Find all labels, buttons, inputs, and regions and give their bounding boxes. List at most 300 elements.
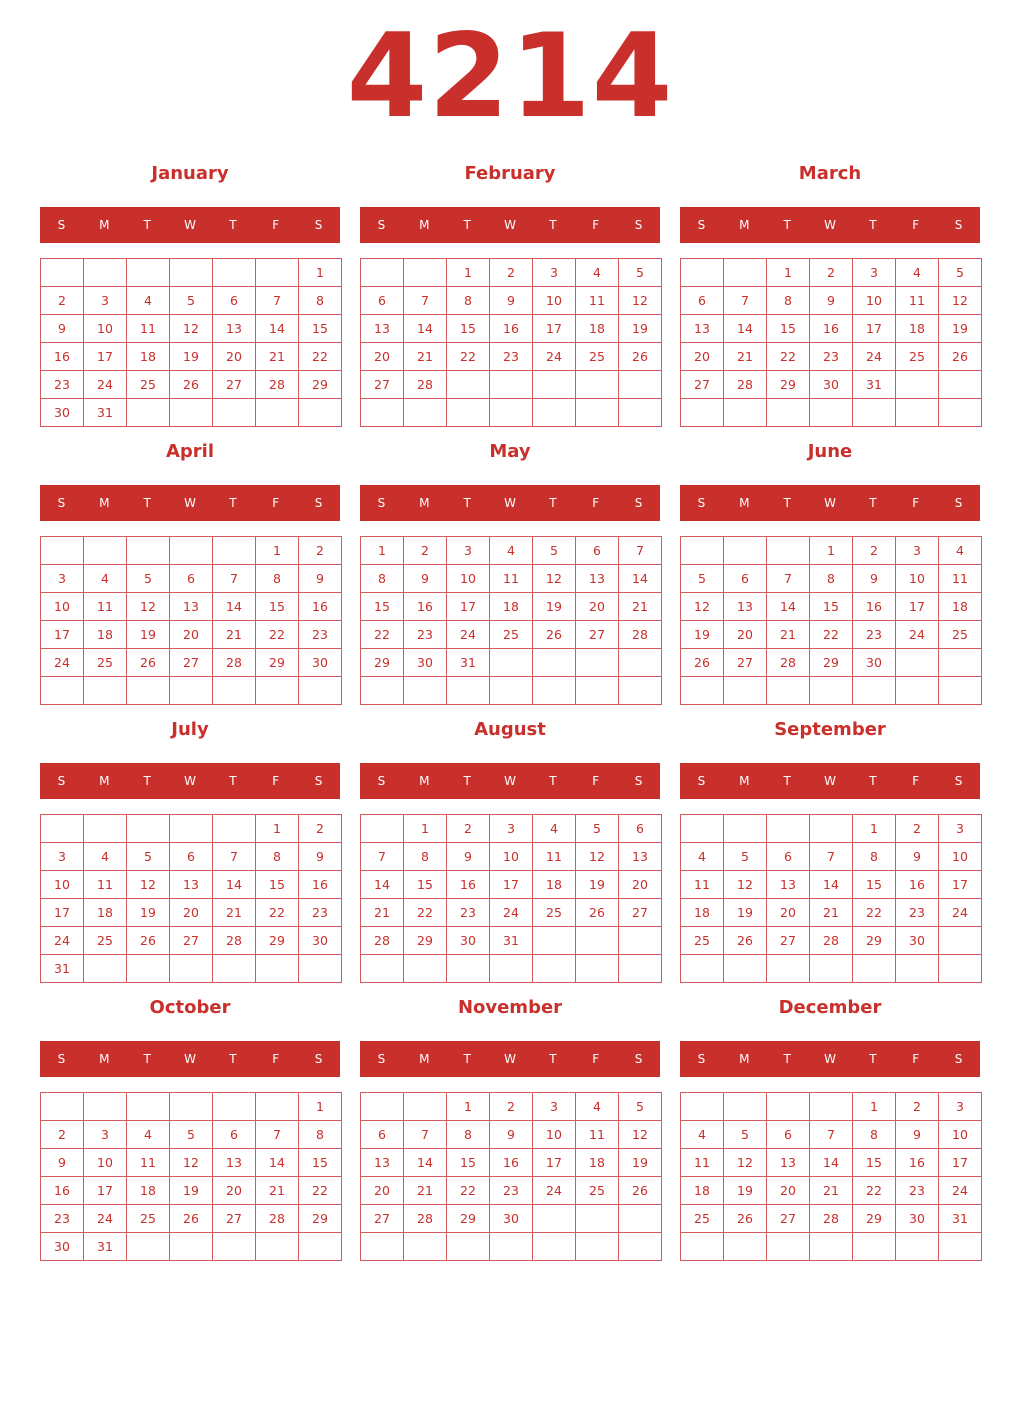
day-grid (360, 536, 662, 705)
weekday-label: T (143, 496, 151, 510)
day-cell: 12 (681, 593, 724, 621)
day-cell: 26 (170, 1205, 213, 1233)
day-cell: 13 (767, 871, 810, 899)
day-cell: 29 (256, 927, 299, 955)
day-cell (213, 955, 256, 983)
day-cell: 29 (256, 649, 299, 677)
month-name: January (151, 163, 229, 184)
week-row (41, 343, 342, 371)
day-cell: 21 (256, 1177, 299, 1205)
day-cell (533, 677, 576, 705)
day-cell: 21 (767, 621, 810, 649)
day-cell (896, 677, 939, 705)
day-cell: 10 (533, 287, 576, 315)
day-cell (213, 677, 256, 705)
day-cell: 3 (533, 259, 576, 287)
day-cell (361, 399, 404, 427)
day-cell (767, 1233, 810, 1261)
day-grid (40, 1092, 342, 1261)
day-cell (619, 399, 662, 427)
weekday-label: T (869, 496, 877, 510)
day-cell: 16 (41, 343, 84, 371)
day-cell: 17 (896, 593, 939, 621)
day-cell (810, 1093, 853, 1121)
day-cell: 25 (84, 649, 127, 677)
day-cell: 10 (533, 1121, 576, 1149)
day-cell: 19 (724, 1177, 767, 1205)
weekday-label: T (783, 218, 791, 232)
day-cell: 9 (810, 287, 853, 315)
day-cell: 23 (896, 899, 939, 927)
day-cell: 13 (213, 1149, 256, 1177)
day-cell: 23 (404, 621, 447, 649)
week-row (361, 315, 662, 343)
month-name: August (474, 719, 546, 740)
day-cell: 9 (299, 565, 342, 593)
weekday-label: S (57, 496, 66, 510)
day-cell: 11 (127, 1149, 170, 1177)
weekday-label: T (869, 218, 877, 232)
week-row (361, 1233, 662, 1261)
weekday-label: S (697, 496, 706, 510)
day-cell: 6 (619, 815, 662, 843)
day-cell (84, 677, 127, 705)
day-cell: 2 (299, 815, 342, 843)
day-cell (127, 399, 170, 427)
day-cell: 19 (724, 899, 767, 927)
day-cell: 14 (810, 871, 853, 899)
week-row (361, 1205, 662, 1233)
day-cell: 23 (299, 899, 342, 927)
day-cell: 17 (939, 1149, 982, 1177)
day-cell: 22 (299, 343, 342, 371)
day-cell: 4 (896, 259, 939, 287)
week-row (361, 843, 662, 871)
day-cell (490, 677, 533, 705)
day-cell (213, 1093, 256, 1121)
day-cell: 24 (41, 927, 84, 955)
day-cell: 23 (299, 621, 342, 649)
week-row (681, 1093, 982, 1121)
day-cell: 4 (84, 843, 127, 871)
day-cell: 2 (41, 287, 84, 315)
day-cell (896, 1233, 939, 1261)
weekday-label: S (634, 218, 643, 232)
day-cell: 4 (127, 287, 170, 315)
day-cell: 11 (533, 843, 576, 871)
day-cell: 21 (404, 343, 447, 371)
day-cell: 10 (853, 287, 896, 315)
day-cell (84, 537, 127, 565)
day-cell (724, 677, 767, 705)
weekday-label: S (634, 1052, 643, 1066)
day-cell: 15 (853, 1149, 896, 1177)
weekday-label: S (697, 218, 706, 232)
weekday-header (40, 763, 340, 799)
day-cell (404, 677, 447, 705)
week-row (41, 677, 342, 705)
month-name: October (149, 997, 231, 1018)
day-cell: 19 (533, 593, 576, 621)
day-cell: 2 (41, 1121, 84, 1149)
day-cell: 24 (853, 343, 896, 371)
day-cell: 12 (939, 287, 982, 315)
day-cell (84, 1093, 127, 1121)
week-row (361, 1149, 662, 1177)
day-cell: 11 (576, 287, 619, 315)
day-cell: 21 (404, 1177, 447, 1205)
weekday-label: T (463, 218, 471, 232)
day-cell: 18 (681, 1177, 724, 1205)
day-cell: 17 (939, 871, 982, 899)
day-cell (170, 259, 213, 287)
week-row (361, 677, 662, 705)
day-cell: 21 (361, 899, 404, 927)
day-cell: 21 (724, 343, 767, 371)
weekday-label: F (592, 496, 600, 510)
day-cell (361, 815, 404, 843)
day-cell: 20 (361, 343, 404, 371)
week-row (361, 343, 662, 371)
day-cell: 8 (810, 565, 853, 593)
day-cell: 21 (810, 899, 853, 927)
day-cell (767, 677, 810, 705)
day-cell: 8 (256, 565, 299, 593)
day-cell (127, 815, 170, 843)
day-cell: 1 (447, 259, 490, 287)
weekday-label: T (229, 1052, 237, 1066)
day-cell: 23 (810, 343, 853, 371)
day-cell: 22 (404, 899, 447, 927)
day-cell: 21 (213, 621, 256, 649)
day-cell: 23 (447, 899, 490, 927)
day-cell: 6 (213, 287, 256, 315)
weekday-label: W (504, 774, 516, 788)
day-cell: 19 (127, 621, 170, 649)
weekday-header (360, 485, 660, 521)
day-cell: 23 (41, 371, 84, 399)
day-cell (213, 537, 256, 565)
day-cell: 8 (299, 287, 342, 315)
day-cell: 24 (84, 371, 127, 399)
day-cell: 7 (213, 565, 256, 593)
day-grid (680, 1092, 982, 1261)
day-cell: 5 (681, 565, 724, 593)
day-cell: 3 (41, 843, 84, 871)
day-cell: 6 (767, 843, 810, 871)
day-cell: 24 (939, 899, 982, 927)
day-cell: 16 (853, 593, 896, 621)
day-cell: 7 (256, 287, 299, 315)
day-cell: 2 (490, 1093, 533, 1121)
week-row (361, 287, 662, 315)
day-cell: 11 (490, 565, 533, 593)
day-cell: 10 (939, 843, 982, 871)
day-cell: 9 (404, 565, 447, 593)
day-cell (170, 1233, 213, 1261)
day-cell (127, 1093, 170, 1121)
day-cell: 17 (84, 343, 127, 371)
day-cell: 28 (404, 1205, 447, 1233)
week-row (681, 537, 982, 565)
day-cell: 1 (299, 259, 342, 287)
day-cell: 28 (213, 649, 256, 677)
day-cell (939, 927, 982, 955)
weekday-label: F (272, 496, 280, 510)
day-cell: 9 (896, 843, 939, 871)
day-cell: 5 (724, 843, 767, 871)
day-cell: 27 (576, 621, 619, 649)
day-cell (576, 399, 619, 427)
day-cell: 29 (299, 1205, 342, 1233)
day-cell: 19 (619, 315, 662, 343)
day-cell: 21 (256, 343, 299, 371)
day-cell: 18 (896, 315, 939, 343)
day-cell (404, 955, 447, 983)
day-cell: 28 (767, 649, 810, 677)
weekday-label: W (824, 496, 836, 510)
day-cell: 1 (447, 1093, 490, 1121)
day-cell: 29 (767, 371, 810, 399)
week-row (681, 259, 982, 287)
day-cell: 31 (853, 371, 896, 399)
day-cell: 19 (681, 621, 724, 649)
week-row (41, 843, 342, 871)
week-row (681, 677, 982, 705)
weekday-header (40, 485, 340, 521)
weekday-label: M (419, 218, 430, 232)
day-cell: 7 (213, 843, 256, 871)
day-cell (447, 1233, 490, 1261)
day-cell: 3 (853, 259, 896, 287)
weekday-label: M (739, 1052, 750, 1066)
day-cell (127, 537, 170, 565)
day-cell: 7 (256, 1121, 299, 1149)
day-cell: 5 (724, 1121, 767, 1149)
day-cell: 3 (939, 815, 982, 843)
day-cell: 3 (896, 537, 939, 565)
day-cell: 20 (576, 593, 619, 621)
day-cell (127, 677, 170, 705)
week-row (361, 1093, 662, 1121)
week-row (41, 259, 342, 287)
week-row (41, 371, 342, 399)
month-name: March (798, 163, 862, 184)
day-cell (533, 399, 576, 427)
day-cell: 10 (41, 593, 84, 621)
day-cell: 8 (299, 1121, 342, 1149)
day-cell: 1 (853, 1093, 896, 1121)
day-cell: 24 (41, 649, 84, 677)
day-cell (681, 399, 724, 427)
day-cell (939, 399, 982, 427)
day-cell: 22 (361, 621, 404, 649)
weekday-label: T (229, 218, 237, 232)
day-cell: 25 (681, 927, 724, 955)
day-cell (681, 1093, 724, 1121)
day-cell: 27 (767, 1205, 810, 1233)
day-cell (619, 371, 662, 399)
day-cell: 12 (576, 843, 619, 871)
day-cell: 16 (810, 315, 853, 343)
day-cell: 13 (576, 565, 619, 593)
weekday-label: W (824, 1052, 836, 1066)
day-cell: 14 (256, 1149, 299, 1177)
day-cell (404, 259, 447, 287)
day-cell (256, 677, 299, 705)
day-cell: 12 (724, 1149, 767, 1177)
day-cell: 25 (896, 343, 939, 371)
day-cell: 15 (404, 871, 447, 899)
day-cell: 31 (84, 1233, 127, 1261)
weekday-label: T (783, 1052, 791, 1066)
day-cell: 16 (299, 593, 342, 621)
day-cell (84, 815, 127, 843)
day-cell: 26 (533, 621, 576, 649)
month-name: November (457, 997, 563, 1018)
day-cell: 17 (41, 899, 84, 927)
day-cell: 1 (256, 815, 299, 843)
weekday-label: F (912, 496, 920, 510)
week-row (361, 371, 662, 399)
day-cell (533, 927, 576, 955)
day-cell (213, 399, 256, 427)
day-cell: 26 (681, 649, 724, 677)
day-cell: 29 (853, 927, 896, 955)
day-cell (853, 1233, 896, 1261)
day-cell: 24 (939, 1177, 982, 1205)
day-cell (490, 955, 533, 983)
weekday-label: S (377, 496, 386, 510)
weekday-label: S (57, 774, 66, 788)
day-cell: 7 (404, 287, 447, 315)
day-cell: 3 (84, 287, 127, 315)
weekday-label: M (419, 1052, 430, 1066)
day-cell: 16 (299, 871, 342, 899)
day-cell: 31 (939, 1205, 982, 1233)
weekday-header (360, 1041, 660, 1077)
day-cell: 11 (127, 315, 170, 343)
day-cell: 28 (404, 371, 447, 399)
week-row (41, 315, 342, 343)
day-cell: 29 (853, 1205, 896, 1233)
day-cell (681, 955, 724, 983)
day-grid (360, 258, 662, 427)
weekday-label: T (549, 496, 557, 510)
day-cell: 26 (619, 1177, 662, 1205)
day-cell: 22 (853, 1177, 896, 1205)
day-grid (680, 258, 982, 427)
day-cell: 7 (404, 1121, 447, 1149)
week-row (41, 621, 342, 649)
day-cell: 6 (576, 537, 619, 565)
day-cell (576, 371, 619, 399)
day-cell: 2 (447, 815, 490, 843)
day-cell: 1 (256, 537, 299, 565)
day-cell (767, 955, 810, 983)
day-cell (299, 399, 342, 427)
day-cell (533, 371, 576, 399)
day-cell (576, 1205, 619, 1233)
day-cell: 10 (41, 871, 84, 899)
day-cell (724, 955, 767, 983)
day-cell: 24 (533, 343, 576, 371)
day-cell: 6 (213, 1121, 256, 1149)
day-cell: 29 (361, 649, 404, 677)
weekday-label: F (272, 218, 280, 232)
weekday-label: T (229, 774, 237, 788)
day-cell: 27 (767, 927, 810, 955)
day-cell: 1 (810, 537, 853, 565)
week-row (361, 259, 662, 287)
week-row (41, 1093, 342, 1121)
day-cell: 8 (767, 287, 810, 315)
day-cell: 28 (361, 927, 404, 955)
day-cell (447, 371, 490, 399)
week-row (41, 1205, 342, 1233)
day-cell (41, 1093, 84, 1121)
day-cell: 14 (619, 565, 662, 593)
day-cell (896, 399, 939, 427)
day-cell: 3 (533, 1093, 576, 1121)
week-row (361, 1177, 662, 1205)
day-cell: 18 (681, 899, 724, 927)
day-cell: 26 (127, 649, 170, 677)
day-cell: 23 (490, 1177, 533, 1205)
day-cell (84, 259, 127, 287)
week-row (681, 287, 982, 315)
day-cell: 6 (361, 1121, 404, 1149)
day-cell: 10 (84, 315, 127, 343)
weekday-label: S (954, 774, 963, 788)
day-cell: 28 (256, 371, 299, 399)
day-cell (170, 815, 213, 843)
day-cell (681, 677, 724, 705)
day-cell: 22 (767, 343, 810, 371)
day-cell (681, 815, 724, 843)
day-cell: 7 (810, 843, 853, 871)
day-cell: 23 (490, 343, 533, 371)
weekday-label: F (912, 218, 920, 232)
weekday-label: T (229, 496, 237, 510)
weekday-label: T (869, 1052, 877, 1066)
day-grid (680, 814, 982, 983)
day-cell: 2 (404, 537, 447, 565)
day-cell (681, 1233, 724, 1261)
weekday-label: T (463, 496, 471, 510)
day-cell: 22 (299, 1177, 342, 1205)
week-row (41, 899, 342, 927)
weekday-label: S (377, 1052, 386, 1066)
day-cell: 17 (853, 315, 896, 343)
weekday-label: W (504, 1052, 516, 1066)
day-cell: 20 (361, 1177, 404, 1205)
day-cell: 30 (299, 927, 342, 955)
month-name: May (489, 441, 531, 462)
day-cell: 14 (256, 315, 299, 343)
day-cell: 21 (810, 1177, 853, 1205)
day-cell: 27 (619, 899, 662, 927)
day-cell (853, 955, 896, 983)
weekday-label: F (592, 1052, 600, 1066)
day-cell: 16 (490, 1149, 533, 1177)
day-cell: 18 (576, 1149, 619, 1177)
day-cell (533, 955, 576, 983)
day-cell: 27 (361, 1205, 404, 1233)
day-cell: 18 (576, 315, 619, 343)
day-cell (490, 1233, 533, 1261)
day-cell: 12 (619, 1121, 662, 1149)
